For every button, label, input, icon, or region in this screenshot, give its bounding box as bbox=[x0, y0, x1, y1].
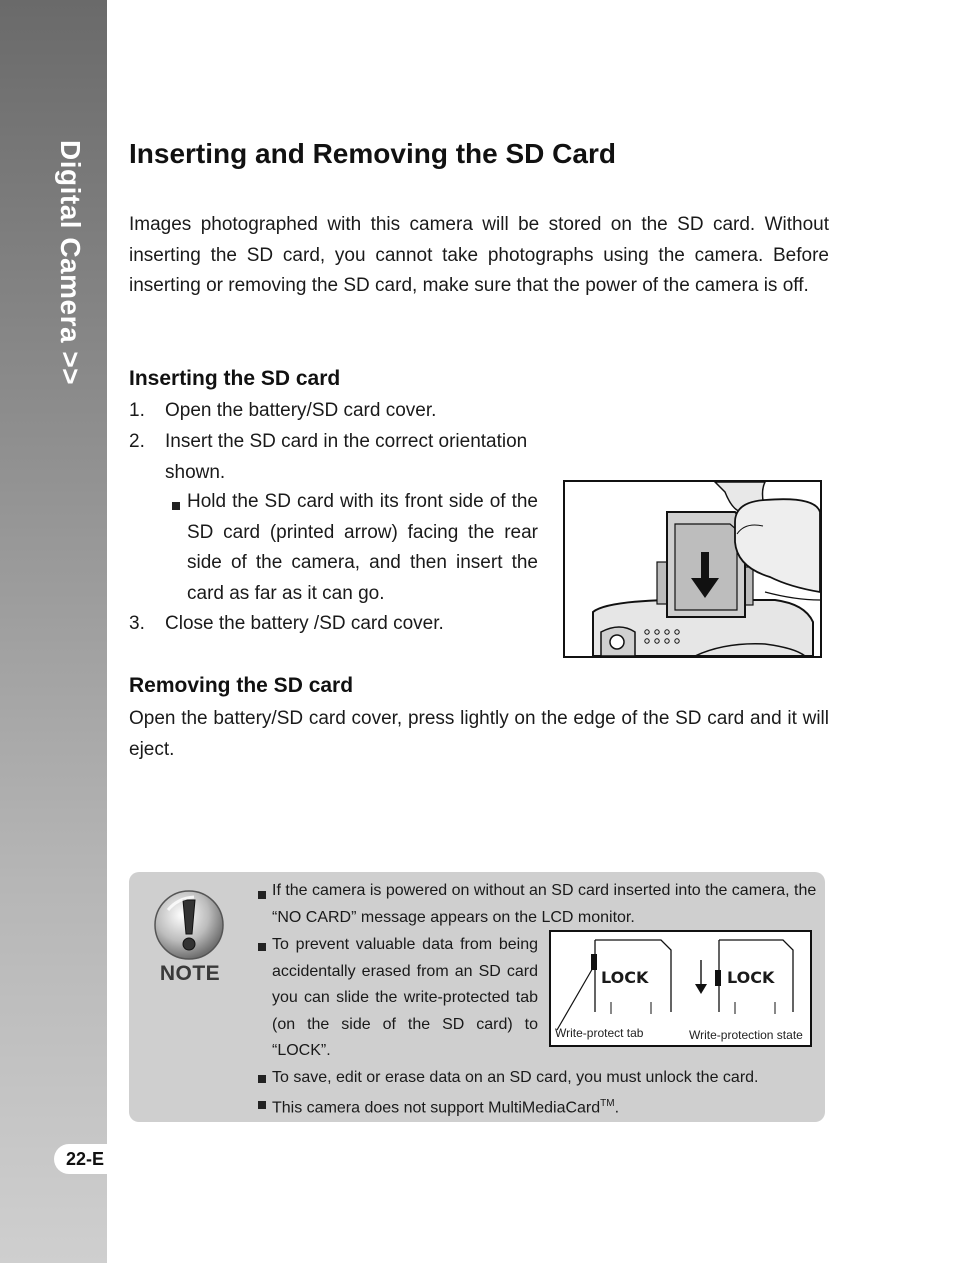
note-bullet-3-marker bbox=[258, 1075, 266, 1083]
note-bullet-4-text: This camera does not support MultiMediaCard bbox=[272, 1099, 601, 1117]
page-number: 22-E bbox=[54, 1144, 107, 1174]
note-bullet-1: If the camera is powered on without an SD card inserted into the camera, the “NO CARD” message appears on the LCD monitor. bbox=[272, 882, 817, 926]
note-bullet-2: To prevent valuable data from being accidentally erased from an SD card you can slide the write-protected tab (on the side of the SD card) to “LOCK”. bbox=[272, 936, 538, 1059]
step-2-number: 2. bbox=[129, 431, 145, 452]
sub-bullet-marker bbox=[172, 502, 180, 510]
step-3-number: 3. bbox=[129, 613, 145, 634]
sd-insert-drawing bbox=[565, 482, 820, 656]
step-1-text: Open the battery/SD card cover. bbox=[165, 400, 437, 421]
lock-label-1: LOCK bbox=[601, 968, 649, 987]
intro-paragraph: Images photographed with this camera will be stored on the SD card. Without inserting the SD card, you cannot take photographs using the camera. Before inserting or removing the SD card, make sure that the power of the camera is off. bbox=[129, 214, 829, 296]
step-3-text: Close the battery /SD card cover. bbox=[165, 613, 444, 634]
inserting-heading: Inserting the SD card bbox=[129, 367, 341, 390]
sub-bullet-text: Hold the SD card with its front side of the SD card (printed arrow) facing the rear side of the camera, and then insert the card as far as it can go. bbox=[187, 491, 538, 604]
note-bullet-4 bbox=[272, 1091, 822, 1122]
exclamation-icon bbox=[152, 890, 228, 960]
sidebar bbox=[0, 0, 107, 1263]
step-1-number: 1. bbox=[129, 400, 145, 421]
note-box bbox=[129, 872, 825, 1122]
lock-label-2: LOCK bbox=[727, 968, 775, 987]
write-protect-diagram bbox=[549, 930, 812, 1047]
removing-text: Open the battery/SD card cover, press lightly on the edge of the SD card and it will eject. bbox=[129, 708, 829, 760]
removing-heading: Removing the SD card bbox=[129, 674, 354, 697]
note-bullet-3: To save, edit or erase data on an SD card, you must unlock the card. bbox=[272, 1069, 759, 1086]
note-label: NOTE bbox=[159, 962, 221, 985]
caption-write-protection-state: Write-protection state bbox=[689, 1028, 803, 1042]
note-bullet-4-marker bbox=[258, 1101, 266, 1109]
note-bullet-2-marker bbox=[258, 943, 266, 951]
step-2-text: Insert the SD card in the correct orientation shown. bbox=[165, 431, 528, 483]
sd-card-insertion-illustration bbox=[563, 480, 822, 658]
note-bullet-1-marker bbox=[258, 891, 266, 899]
sidebar-title: Digital Camera >> bbox=[55, 140, 86, 386]
trademark-mark: TM bbox=[600, 1098, 615, 1109]
caption-write-protect-tab: Write-protect tab bbox=[555, 1026, 644, 1040]
note-badge bbox=[152, 890, 228, 986]
note-bullet-4-end: . bbox=[614, 1099, 620, 1117]
page-title: Inserting and Removing the SD Card bbox=[129, 138, 616, 169]
